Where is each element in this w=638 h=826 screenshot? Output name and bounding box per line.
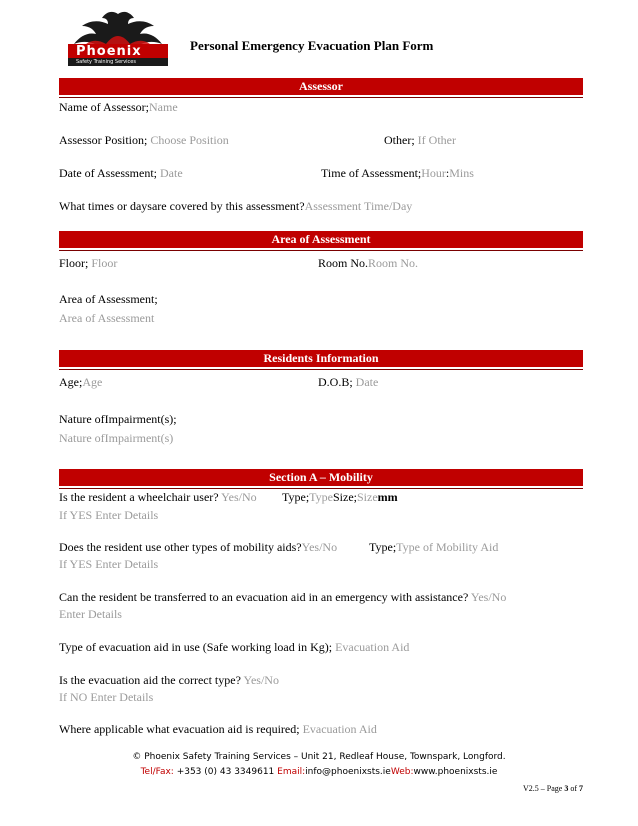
row-evac-aid-correct: [59, 673, 279, 688]
wheelchair-type-label: Type;: [282, 490, 310, 504]
row-transfer: [59, 590, 506, 605]
name-label: Name of Assessor;: [59, 100, 149, 114]
transfer-question: Can the resident be transferred to an evacuation aid in an emergency with assistance?: [59, 590, 469, 604]
page-of: of: [568, 784, 579, 793]
mobility-aids-details-field[interactable]: If YES Enter Details: [59, 557, 159, 571]
page-total: 7: [579, 784, 583, 793]
wheelchair-size-field[interactable]: Size: [356, 490, 378, 504]
wheelchair-size-label: Size;: [332, 490, 357, 504]
logo-brand: Phoenix: [76, 44, 142, 59]
mobility-aids-answer[interactable]: Yes/No: [301, 540, 338, 554]
row-dob: [318, 375, 378, 390]
time-label: Time of Assessment;: [321, 166, 422, 180]
evac-aid-correct-details-field[interactable]: If NO Enter Details: [59, 690, 154, 704]
row-other: [384, 133, 456, 148]
page-number: 3: [564, 784, 569, 793]
position-select[interactable]: Choose Position: [150, 133, 229, 147]
wheelchair-answer[interactable]: Yes/No: [221, 490, 257, 504]
dob-label: D.O.B;: [318, 375, 353, 389]
floor-field[interactable]: Floor: [91, 256, 118, 270]
mobility-aids-question: Does the resident use other types of mobility aids?: [59, 540, 302, 554]
mobility-aid-type-field[interactable]: Type of Mobility Aid: [396, 540, 499, 554]
web-label: Web:: [390, 767, 414, 777]
version-prefix: V2.5 – Page: [523, 784, 565, 793]
section-header-residents: Residents Information: [59, 350, 583, 367]
row-floor: [59, 256, 117, 271]
age-label: Age;: [59, 375, 83, 389]
area-field[interactable]: Area of Assessment: [59, 311, 155, 325]
position-label: Assessor Position;: [59, 133, 148, 147]
row-wheelchair: [59, 490, 257, 505]
impairment-field[interactable]: Nature ofImpairment(s): [59, 431, 174, 445]
telfax-value: +353 (0) 43 3349611: [173, 767, 278, 777]
evac-aid-type-question: Type of evacuation aid in use (Safe working load in Kg);: [59, 640, 333, 654]
time-separator: :: [445, 166, 450, 180]
email-label: Email:: [277, 767, 306, 777]
dob-field[interactable]: Date: [355, 375, 379, 389]
wheelchair-question: Is the resident a wheelchair user?: [59, 490, 219, 504]
name-field[interactable]: Name: [149, 100, 178, 114]
email-link[interactable]: info@phoenixsts.ie: [305, 767, 391, 777]
phoenix-logo: [62, 8, 174, 70]
wheelchair-size-unit: mm: [377, 490, 398, 504]
row-times-covered: [59, 199, 412, 214]
logo-tagline: Safety Training Services: [76, 59, 136, 65]
section-header-mobility: Section A – Mobility: [59, 469, 583, 486]
times-label: What times or daysare covered by this assessment?: [59, 199, 305, 213]
web-link[interactable]: www.phoenixsts.ie: [413, 767, 498, 777]
row-age: [59, 375, 102, 390]
age-field[interactable]: Age: [82, 375, 103, 389]
transfer-details-field[interactable]: Enter Details: [59, 607, 122, 621]
mobility-aid-type-label: Type;: [369, 540, 397, 554]
mins-field[interactable]: Mins: [449, 166, 474, 180]
date-label: Date of Assessment;: [59, 166, 157, 180]
transfer-answer[interactable]: Yes/No: [470, 590, 507, 604]
room-label: Room No.: [318, 256, 369, 270]
hour-field[interactable]: Hour: [421, 166, 446, 180]
floor-label: Floor;: [59, 256, 89, 270]
other-label: Other;: [384, 133, 415, 147]
room-field[interactable]: Room No.: [368, 256, 419, 270]
evac-aid-correct-answer[interactable]: Yes/No: [243, 673, 279, 687]
row-mobility-aids: [59, 540, 337, 555]
impairment-label: Nature ofImpairment(s);: [59, 412, 177, 426]
evac-aid-required-field[interactable]: Evacuation Aid: [302, 722, 377, 736]
row-assessment-time: [321, 166, 474, 181]
row-assessment-date: [59, 166, 183, 181]
evac-aid-required-question: Where applicable what evacuation aid is required;: [59, 722, 300, 736]
page-title: Personal Emergency Evacuation Plan Form: [190, 38, 434, 53]
row-assessor-name: [59, 100, 178, 115]
telfax-label: Tel/Fax:: [140, 767, 174, 777]
row-assessor-position: [59, 133, 229, 148]
evac-aid-correct-question: Is the evacuation aid the correct type?: [59, 673, 241, 687]
evac-aid-type-field[interactable]: Evacuation Aid: [335, 640, 410, 654]
times-field[interactable]: Assessment Time/Day: [304, 199, 413, 213]
footer-contact: [0, 767, 638, 777]
row-wheelchair-type: [282, 490, 398, 505]
footer-address: © Phoenix Safety Training Services – Unit 21, Redleaf House, Townspark, Longford.: [132, 752, 506, 762]
row-room: [318, 256, 418, 271]
row-evac-aid-type: [59, 640, 409, 655]
row-mobility-aid-type: [369, 540, 498, 555]
row-evac-aid-required: [59, 722, 377, 737]
other-field[interactable]: If Other: [417, 133, 456, 147]
area-label: Area of Assessment;: [59, 292, 158, 306]
page-version: [523, 784, 583, 793]
section-header-area: Area of Assessment: [59, 231, 583, 248]
wheelchair-details-field[interactable]: If YES Enter Details: [59, 508, 159, 522]
section-header-assessor: Assessor: [59, 78, 583, 95]
date-field[interactable]: Date: [160, 166, 183, 180]
wheelchair-type-field[interactable]: Type: [309, 490, 333, 504]
